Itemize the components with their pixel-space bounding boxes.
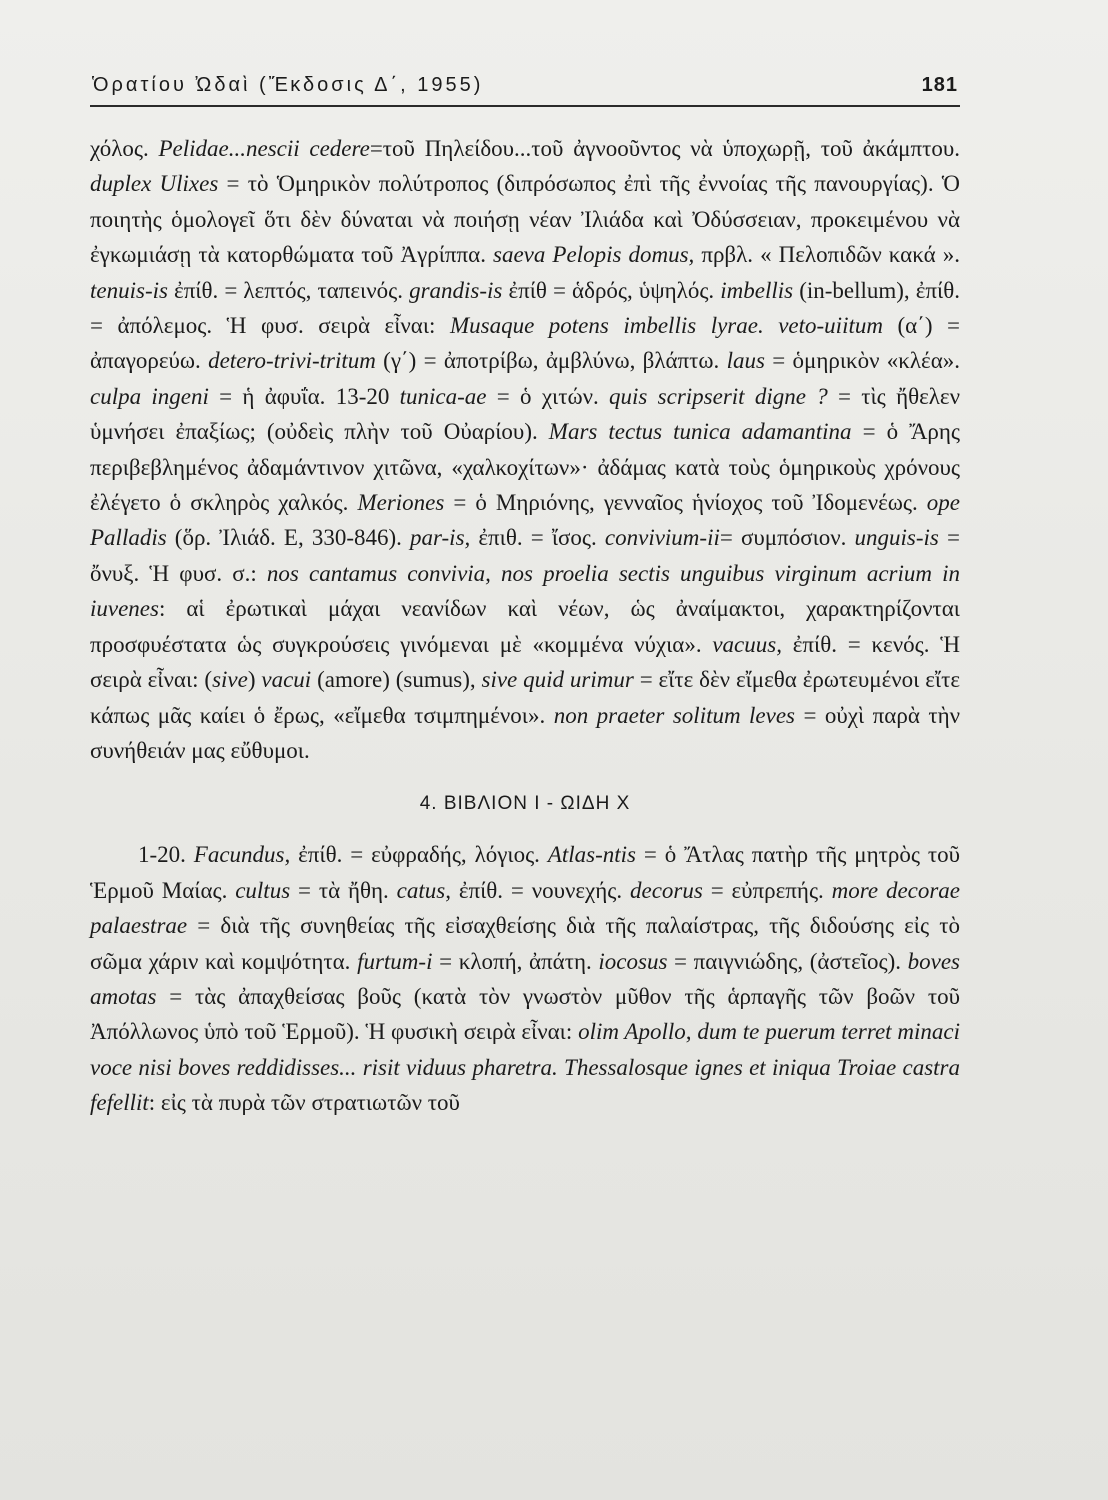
greek-gloss: = τὸ Ὁμηρικὸν πολύτροπος (διπρόσωπος ἐπὶ τῆς ἐννοίας τῆς πανουργίας). Ὁ ποιητὴς ὁμολογεῖ ὅτι δὲν δύναται νὰ ποιήσῃ νέαν Ἰλιάδα καὶ Ὀδύσσειαν, προκειμένου νὰ ἐγκωμιάσῃ τὰ κατορθώματα τοῦ Ἀγρίππα. [90,171,960,268]
commentary-paragraph [90,837,960,1120]
greek-gloss: = τὰς ἀπαχθείσας βοῦς (κατὰ τὸν γνωστὸν μῦθον τῆς ἁρπαγῆς τῶν βοῶν τοῦ Ἀπόλλωνος ὑπὸ τοῦ Ἑρμοῦ). Ἡ φυσικὴ σειρὰ εἶναι: [90,983,960,1045]
latin-lemma: unguis-is [854,525,939,551]
latin-lemma: Atlas-ntis [547,842,636,868]
latin-lemma: Facundus, [193,842,291,868]
greek-gloss: = ὁ χιτών. [486,383,610,409]
latin-lemma: non praeter solitum leves [553,702,796,728]
greek-gloss: ἐπίθ. = κενός. Ἡ σειρὰ εἶναι: ( [90,631,960,693]
page-number: 181 [921,74,958,96]
latin-lemma: catus, [396,877,451,903]
latin-lemma: saeva Pelopis domus, [493,242,695,268]
latin-lemma: ope Palladis [90,490,960,551]
greek-gloss: : αἱ ἐρωτικαὶ μάχαι νεανίδων καὶ νέων, ὡς ἀναίμακτοι, χαρακτηρίζονται προσφυέστατα ὡς συγκρούσεις γινόμεναι μὲ «κομμένα νύχια». [90,596,960,657]
greek-gloss: =τοῦ Πηλείδου...τοῦ ἀγνοοῦντος νὰ ὑποχωρῇ, τοῦ ἀκάμπτου. [369,136,960,161]
greek-gloss: = ἡ ἀφυΐα. 13-20 [208,383,400,409]
latin-lemma: furtum-i [357,948,433,974]
latin-lemma: sive [212,667,248,693]
running-head-title: Ὁρατίου Ὠδαὶ (Ἔκδοσις Δ΄, 1955) [92,74,484,96]
latin-lemma: tunica-ae [399,383,487,409]
latin-lemma: Mars tectus tunica adamantina [548,419,852,445]
latin-lemma: Musaque potens imbellis lyrae. veto-uiitum [449,313,883,339]
greek-gloss: ἐπίθ. = εὐφραδής, λόγιος. [290,842,548,868]
greek-gloss: = ὁ Μηριόνης, γενναῖος ἡνίοχος τοῦ Ἰδομενέως. [444,490,927,516]
greek-gloss: = ὁ Ἄρης περιβεβλημένος ἀδαμάντινον χιτῶνα, «χαλκοχίτων»· ἀδάμας κατὰ τοὺς ὁμηρικοὺς χρόνους ἐλέγετο ὁ σκληρὸς χαλκός. [90,419,961,516]
latin-lemma: Pelidae...nescii cedere [158,136,370,161]
greek-gloss: ἐπίθ = ἁδρός, ὑψηλός. [502,277,721,303]
latin-lemma: laus [726,348,765,374]
latin-lemma: culpa ingeni [90,383,209,409]
greek-gloss: 1-20. [138,842,194,868]
greek-gloss: (amore) (sumus), [311,667,482,693]
latin-lemma: duplex Ulixes [90,171,219,197]
section-heading: 4. ΒΙΒΛΙΟΝ Ι - ΩΙΔΗ Χ [419,793,631,815]
latin-lemma: tenuis-is [90,277,168,303]
greek-gloss: ἐπιθ. = ἴσος. [470,525,605,551]
header-rule [90,105,960,107]
greek-gloss: (ὅρ. Ἰλιάδ. Ε, 330-846). [166,525,411,551]
latin-lemma: quis scripserit digne ? [609,383,828,409]
latin-lemma: olim Apollo, dum te puerum terret minaci voce nisi boves reddidisses... risit viduus pharetra. Thessalosque ignes et iniqua Troiae castra fefellit [90,1019,960,1116]
greek-gloss: = οὐχὶ παρὰ τὴν συνήθειάν μας εὔθυμοι. [90,702,961,763]
latin-lemma: iocosus [598,948,668,974]
greek-gloss: χόλος. [90,136,159,161]
latin-lemma: vacui [261,667,312,693]
latin-lemma: decorus [630,877,703,903]
greek-gloss: = ὁ Ἄτλας πατὴρ τῆς μητρὸς τοῦ Ἑρμοῦ Μαίας. [90,842,960,903]
latin-lemma: nos cantamus convivia, nos proelia sectis unguibus virginum acrium in iuvenes [90,560,960,622]
latin-lemma: sive quid urimur [481,667,634,693]
greek-gloss: ἐπίθ. = λεπτός, ταπεινός. [167,277,410,303]
greek-gloss: = διὰ τῆς συνηθείας τῆς εἰσαχθείσης διὰ τῆς παλαίστρας, τῆς διδούσης εἰς τὸ σῶμα χάριν καὶ κομψότητα. [90,913,960,974]
greek-gloss: (in-bellum), ἐπίθ. = ἀπόλεμος. Ἡ φυσ. σειρὰ εἶναι: [90,277,960,339]
running-head [90,70,960,105]
latin-lemma: par-is, [410,525,471,551]
latin-lemma: detero-trivi-tritum [208,348,376,374]
latin-lemma: grandis-is [409,277,503,303]
latin-lemma: cultus [235,877,291,903]
greek-gloss: = κλοπή, ἀπάτη. [432,948,599,974]
latin-lemma: imbellis [720,277,794,303]
latin-lemma: more decorae palaestrae [90,877,961,939]
greek-gloss: = τὰ ἤθη. [290,877,397,903]
greek-gloss: = συμπόσιον. [719,525,855,551]
latin-lemma: vacuus, [712,631,782,657]
greek-gloss: ἐπίθ. = νουνεχής. [450,877,631,903]
greek-gloss: = εἴτε δὲν εἴμεθα ἐρωτευμένοι εἴτε κάπως μᾶς καίει ὁ ἔρως, «εἴμεθα τσιμπημένοι». [90,667,960,728]
greek-gloss: ) [247,667,262,693]
latin-lemma: convivium-ii [604,525,720,551]
latin-lemma: Meriones [357,490,445,516]
greek-gloss: = τὶς ἤθελεν ὑμνήσει ἐπαξίως; (οὐδεὶς πλὴν τοῦ Οὐαρίου). [90,383,960,445]
greek-gloss: (γ΄) = ἀποτρίβω, ἀμβλύνω, βλάπτω. [375,348,727,374]
greek-gloss: πρβλ. « Πελοπιδῶν κακά ». [694,242,960,268]
greek-gloss: (α΄) = ἀπαγορεύω. [90,313,960,374]
commentary-paragraph [90,131,960,768]
greek-gloss: : εἰς τὰ πυρὰ τῶν στρατιωτῶν τοῦ [148,1090,460,1116]
greek-gloss: = εὐπρεπής. [702,877,832,903]
greek-gloss: = ὄνυξ. Ἡ φυσ. σ.: [90,525,960,586]
latin-lemma: boves amotas [90,948,960,1009]
greek-gloss: = παιγνιώδης, (ἀστεῖος). [667,948,908,974]
greek-gloss: = ὁμηρικὸν «κλέα». [764,348,961,374]
